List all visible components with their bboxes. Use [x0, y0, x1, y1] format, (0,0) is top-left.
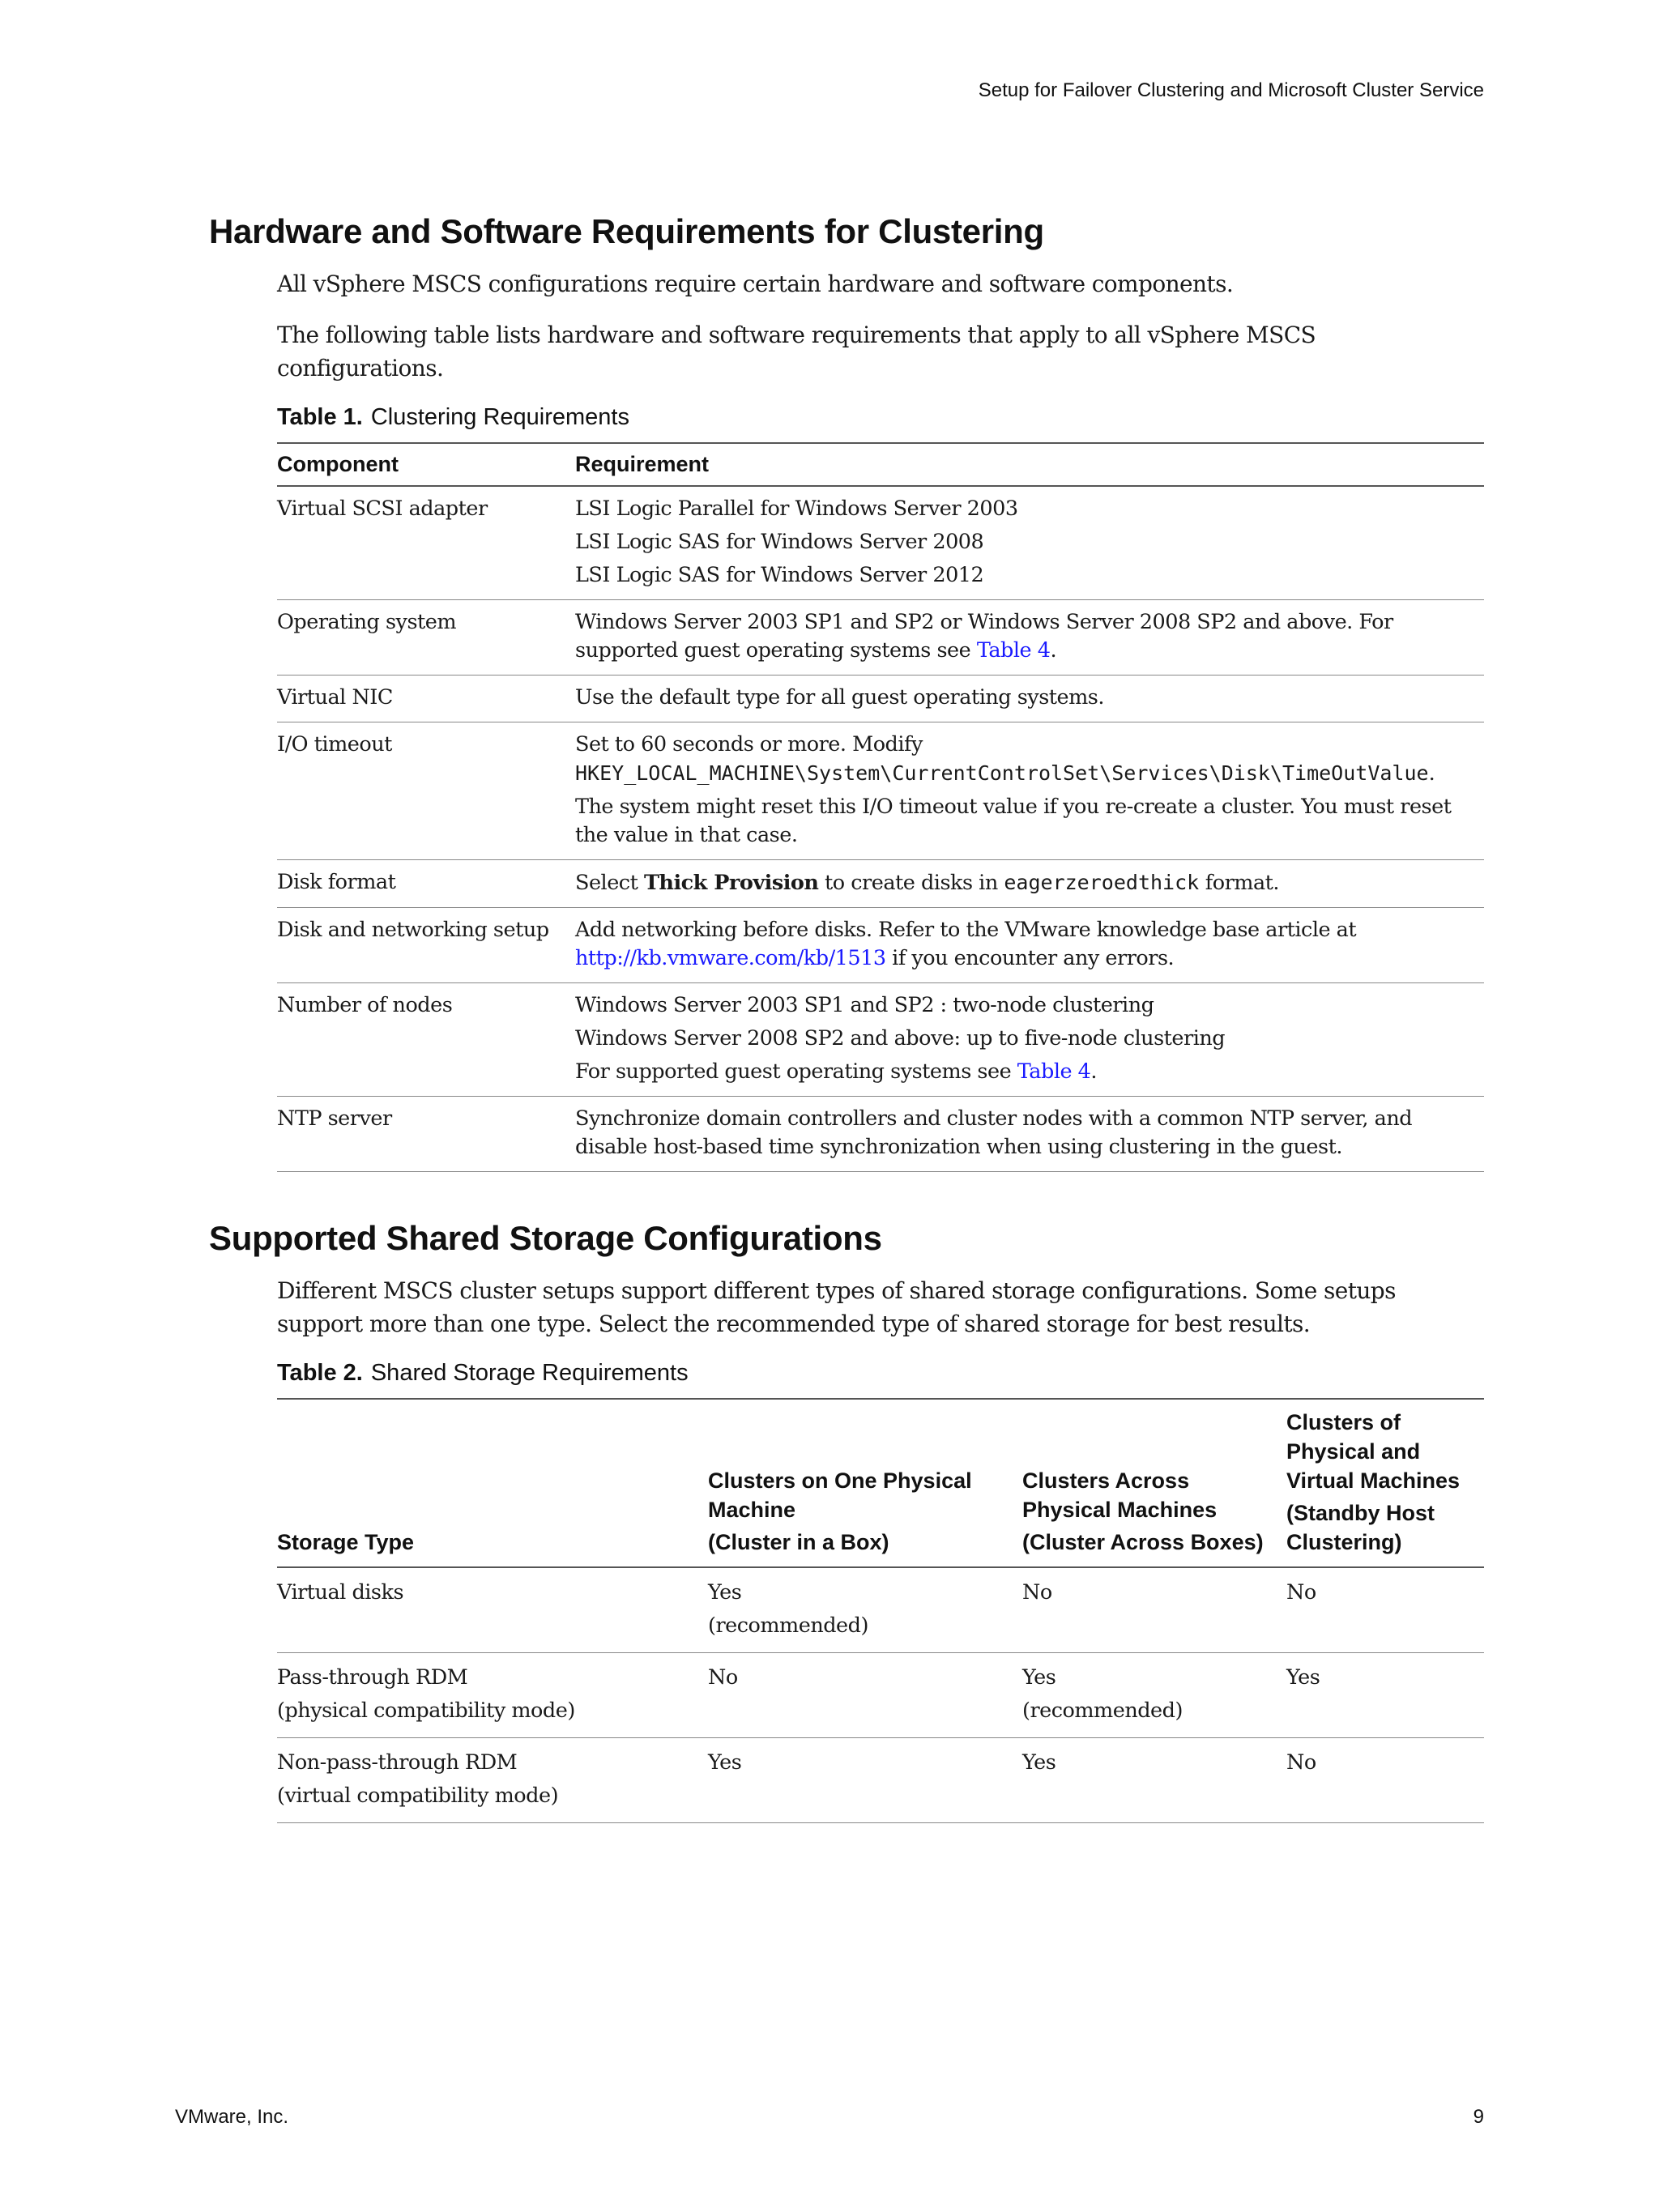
- component-cell: Virtual SCSI adapter: [277, 497, 488, 521]
- table1-caption-label: Table 1.: [277, 404, 363, 430]
- requirement-line: LSI Logic Parallel for Windows Server 2003: [575, 497, 1018, 521]
- table-row: [277, 1097, 1484, 1172]
- standby-host-cell: No: [1286, 1750, 1316, 1775]
- shared-storage-table: [277, 1398, 1484, 1823]
- header-line: Clusters on One Physical Machine: [708, 1468, 972, 1522]
- support-value: Yes: [1022, 1665, 1056, 1690]
- clustering-requirements-table: [277, 442, 1484, 1172]
- thick-provision-label: Thick Provision: [643, 871, 819, 895]
- standby-host-cell: Yes: [1286, 1665, 1320, 1690]
- footer-company: VMware, Inc.: [175, 2106, 289, 2128]
- table-row: [277, 1567, 1484, 1653]
- column-header-storage-type: Storage Type: [277, 1530, 415, 1554]
- table1-caption-title: Clustering Requirements: [370, 404, 629, 430]
- disk-format-code: eagerzeroedthick: [1004, 871, 1200, 894]
- storage-type-cell: [277, 1738, 708, 1823]
- table-row: [277, 486, 1484, 600]
- table4-link[interactable]: Table 4: [976, 638, 1051, 663]
- storage-type-cell: [277, 1653, 708, 1738]
- table-header-row: [277, 1399, 1484, 1567]
- table-header-row: [277, 443, 1484, 486]
- section-title-requirements: Hardware and Software Requirements for Clustering: [209, 212, 1044, 250]
- component-cell: NTP server: [277, 1106, 392, 1131]
- section2-intro: Different MSCS cluster setups support different types of shared storage configurations. Some setups support more than one type. Select the recommended type of shared storage for best results.: [277, 1277, 1396, 1337]
- registry-path-end: .: [1428, 761, 1435, 786]
- support-note: (recommended): [1022, 1698, 1183, 1723]
- component-cell: Operating system: [277, 610, 457, 634]
- table2-caption-title: Shared Storage Requirements: [370, 1360, 689, 1386]
- requirement-line: LSI Logic SAS for Windows Server 2012: [575, 563, 984, 587]
- header-line: (Cluster Across Boxes): [1022, 1530, 1264, 1554]
- table-row: [277, 722, 1484, 860]
- kb-article-link[interactable]: http://kb.vmware.com/kb/1513: [575, 946, 886, 970]
- storage-type: Pass-through RDM: [277, 1665, 468, 1690]
- column-header-component: Component: [277, 452, 399, 476]
- registry-path: HKEY_LOCAL_MACHINE\System\CurrentControlSet\Services\Disk\TimeOutValue: [575, 761, 1429, 785]
- requirement-line: For supported guest operating systems see: [575, 1059, 1017, 1084]
- table-row: [277, 600, 1484, 676]
- requirement-cell: [575, 860, 1484, 908]
- storage-type-mode: (physical compatibility mode): [277, 1698, 575, 1723]
- storage-type-mode: (virtual compatibility mode): [277, 1784, 559, 1808]
- table-row: [277, 1738, 1484, 1823]
- requirement-cell: [575, 722, 1484, 860]
- requirement-text: Windows Server 2003 SP1 and SP2 or Windows Server 2008 SP2 and above. For supported guest operating systems see: [575, 610, 1393, 663]
- requirement-text: Select: [575, 871, 644, 895]
- requirement-cell: Use the default type for all guest operating systems.: [575, 685, 1104, 710]
- header-line: Clusters Across Physical Machines: [1022, 1468, 1218, 1522]
- requirement-text: Add networking before disks. Refer to the VMware knowledge base article at: [575, 918, 1357, 942]
- cluster-across-boxes-cell: [1022, 1653, 1286, 1738]
- requirement-line: Windows Server 2008 SP2 and above: up to five-node clustering: [575, 1026, 1226, 1051]
- table-row: [277, 983, 1484, 1097]
- requirement-cell: [575, 983, 1484, 1097]
- requirement-text: Set to 60 seconds or more. Modify: [575, 732, 923, 757]
- header-line: (Cluster in a Box): [708, 1530, 889, 1554]
- page-number: 9: [1473, 2106, 1484, 2128]
- cluster-in-box-cell: [708, 1653, 1022, 1738]
- table-row: [277, 860, 1484, 908]
- table4-link[interactable]: Table 4: [1017, 1059, 1091, 1084]
- running-header: Setup for Failover Clustering and Microsoft Cluster Service: [978, 79, 1484, 101]
- table-row: [277, 676, 1484, 722]
- requirement-cell: [575, 600, 1484, 676]
- component-cell: I/O timeout: [277, 732, 392, 757]
- section-title-shared-storage: Supported Shared Storage Configurations: [209, 1219, 882, 1257]
- table-row: [277, 1653, 1484, 1738]
- component-cell: Virtual NIC: [277, 685, 393, 710]
- cluster-across-boxes-cell: [1022, 1567, 1286, 1653]
- support-value: Yes: [1022, 1750, 1056, 1775]
- storage-type: Non-pass-through RDM: [277, 1750, 518, 1775]
- table-row: [277, 908, 1484, 983]
- requirement-text-end: .: [1050, 638, 1057, 663]
- component-cell: Disk format: [277, 870, 396, 894]
- header-line: Clusters of Physical and Virtual Machines: [1286, 1410, 1461, 1493]
- requirement-cell: [575, 486, 1484, 600]
- storage-type-cell: [277, 1567, 708, 1653]
- column-header-requirement: Requirement: [575, 452, 710, 476]
- table2-caption-label: Table 2.: [277, 1360, 363, 1386]
- requirement-line: Windows Server 2003 SP1 and SP2 : two-node clustering: [575, 993, 1154, 1017]
- requirement-cell: Synchronize domain controllers and cluster nodes with a common NTP server, and disable host-based time synchronization when using clustering in the guest.: [575, 1106, 1413, 1159]
- support-value: Yes: [708, 1580, 742, 1605]
- section1-intro2: The following table lists hardware and software requirements that apply to all vSphere MSCS configurations.: [277, 322, 1316, 381]
- cluster-in-box-cell: [708, 1738, 1022, 1823]
- requirement-text-end: format.: [1199, 871, 1280, 895]
- header-line: (Standby Host Clustering): [1286, 1501, 1435, 1554]
- table1-caption: [277, 404, 1484, 431]
- standby-host-cell: No: [1286, 1580, 1316, 1605]
- requirement-text: to create disks in: [818, 871, 1004, 895]
- table2-caption: [277, 1360, 1484, 1387]
- section1-intro: All vSphere MSCS configurations require certain hardware and software components.: [277, 271, 1234, 297]
- component-cell: Disk and networking setup: [277, 918, 549, 942]
- support-value: No: [708, 1665, 738, 1690]
- storage-type: Virtual disks: [277, 1580, 404, 1605]
- requirement-note: The system might reset this I/O timeout value if you re-create a cluster. You must reset the value in that case.: [575, 795, 1452, 847]
- support-value: No: [1022, 1580, 1052, 1605]
- cluster-in-box-cell: [708, 1567, 1022, 1653]
- requirement-text-end: .: [1090, 1059, 1098, 1084]
- support-value: Yes: [708, 1750, 742, 1775]
- column-header-cluster-in-box: [708, 1399, 1022, 1567]
- requirement-cell: [575, 908, 1484, 983]
- cluster-across-boxes-cell: [1022, 1738, 1286, 1823]
- column-header-standby-host: [1286, 1399, 1484, 1567]
- column-header-cluster-across-boxes: [1022, 1399, 1286, 1567]
- requirement-line: LSI Logic SAS for Windows Server 2008: [575, 530, 984, 554]
- support-note: (recommended): [708, 1613, 868, 1638]
- component-cell: Number of nodes: [277, 993, 453, 1017]
- requirement-text-end: if you encounter any errors.: [885, 946, 1175, 970]
